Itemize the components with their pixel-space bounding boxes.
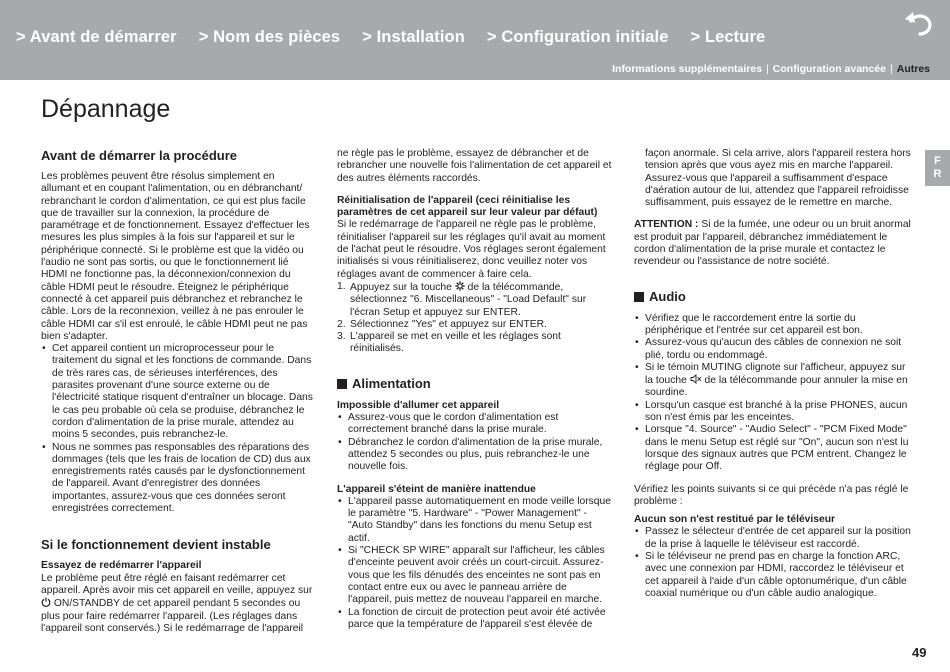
list-item: • Assurez-vous qu'aucun des câbles de connexion ne soit plié, tordu ou endommagé. [634, 337, 912, 362]
text-part: ON/STANDBY de cet appareil pendant 5 secondes ou plus pour faire redémarrer l'appareil. (Les réglages dans l'appareil sont conservés.) Si le redémarrage de l'appareil [41, 598, 304, 634]
text-part: de la télécommande pour annuler la mise en sourdine. [645, 375, 908, 399]
paragraph-avant: Les problèmes peuvent être résolus simplement en allumant et en coupant l'alimentation, ou en débranchant/ rebranchant le cordon d'alimentation, ce qui est plus facile que de travailler sur la connexion, la procédure de paramétrage et de fonctionnement. Essayez d'effectuer les mesures les plus simples à la fois sur l'appareil et sur le périphérique connecté. Si le problème est que la vidéo ou l'audio ne sont pas sortis, ou que le fonctionnement lié HDMI ne fonctionne pas, la déconnexion/connexion du câble HDMI peut le résoudre. Éteignez le périphérique connecté à cet appareil puis débranchez et rebranchez le câble. Lors de la reconnexion, veillez à ne pas enrouler le câble HDMI car s'il est enroulé, le câble HDMI peut ne pas bien s'adapter. [41, 171, 310, 342]
bullet-list [634, 313, 912, 474]
top-navigation-bar [0, 0, 950, 80]
list-item [337, 281, 612, 319]
return-arrow-icon[interactable] [903, 8, 937, 38]
step-number: 3. [337, 331, 346, 343]
list-item: • Vérifiez que le raccordement entre la sortie du périphérique et l'entrée sur cet appareil est bon. [634, 313, 912, 338]
column-2 [337, 148, 612, 631]
text-part: de la télécommande, sélectionnez "6. Miscellaneous" - "Load Default" sur l'écran Setup et appuyez sur ENTER. [350, 281, 587, 318]
subnav-configuration-avancee[interactable]: Configuration avancée [772, 63, 886, 75]
subheading-reinitialisation: Réinitialisation de l'appareil (ceci réinitialise les paramètres de cet appareil sur leur valeur par défaut) [337, 194, 598, 219]
list-item: • Débranchez le cordon d'alimentation de la prise murale, attendez 5 secondes ou plus, puis rebranchez-le une nouvelle fois. [337, 437, 612, 474]
power-icon [41, 597, 51, 607]
heading-text: Audio [649, 288, 686, 304]
nav-configuration-initiale[interactable]: > Configuration initiale [486, 28, 669, 46]
sub-navigation [612, 63, 930, 75]
subnav-autres[interactable]: Autres [896, 63, 930, 75]
subheading-aucun-son-tv: Aucun son n'est restitué par le téléviseur [634, 514, 836, 526]
subnav-separator: | [766, 63, 769, 75]
heading-audio [634, 289, 912, 305]
nav-avant-de-demarrer[interactable]: > Avant de démarrer [16, 28, 177, 46]
column-3 [634, 148, 912, 600]
text-part: L'appareil se met en veille et les réglages sont réinitialisés. [350, 331, 561, 355]
lang-letter: R [933, 168, 942, 180]
main-navigation [16, 28, 765, 47]
list-item: • Lorsque "4. Source" - "Audio Select" - "PCM Fixed Mode" dans le menu Setup est réglé sur "On", aucun son n'est lu lorsque des signaux autres que PCM entrent. Changez le réglage pour Off. [634, 424, 912, 473]
subheading-redemarrer: Essayez de redémarrer l'appareil [41, 560, 202, 572]
text-part: Le problème peut être réglé en faisant redémarrer cet appareil. Après avoir mis cet appareil en veille, appuyez sur [41, 572, 313, 596]
text-part: Si de la fumée, une odeur ou un bruit anormal est produit par l'appareil, débranchez immédiatement le cordon d'alimentation de la prise murale et contactez le revendeur ou l'assistance de notre société. [634, 219, 911, 268]
text-part: Sélectionnez "Yes" et appuyez sur ENTER. [350, 318, 547, 330]
list-item: • Nous ne sommes pas responsables des réparations des dommages (tels que les frais de location de CD) dus aux enregistrements ratés causés par le dysfonctionnement de l'appareil. Avant d'enregistrer des données importantes, assurez-vous que ces données seront enregistrées correctement. [41, 442, 316, 516]
heading-alimentation [337, 376, 612, 392]
list-item: • Si le téléviseur ne prend pas en charge la fonction ARC, avec une connexion par HDMI, raccordez le téléviseur et cet appareil à l'aide d'un câble optonumérique, d'un câble coaxial numérique ou d'un câble audio analogique. [634, 551, 912, 600]
nav-nom-des-pieces[interactable]: > Nom des pièces [198, 28, 341, 46]
bullet-list [41, 343, 316, 515]
subnav-informations-supplementaires[interactable]: Informations supplémentaires [612, 63, 763, 75]
heading-text: Alimentation [352, 375, 431, 391]
mute-speaker-icon [690, 374, 702, 384]
list-item: • Si "CHECK SP WIRE" apparaît sur l'afficheur, les câbles d'enceinte peuvent avoir créés un court-circuit. Assurez-vous que les fils dénudés des enceintes ne sont pas en contact entre eux ou avec le panneau arrière de l'appareil, puis mettez de nouveau l'appareil en marche. [337, 545, 612, 606]
list-item: • La fonction de circuit de protection peut avoir été activée parce que la température de l'appareil s'est élevée de [337, 607, 612, 632]
step-number: 2. [337, 318, 346, 330]
paragraph-reinitialisation: Si le redémarrage de l'appareil ne règle pas le problème, réinitialiser l'appareil sur les réglages qu'il avait au moment de l'achat peut le résoudre. Vos réglages seront également initialisés si vous réinitialiserez, donc veuillez noter vos réglages avant de commencer à faire cela. [337, 219, 606, 280]
bullet-list [337, 412, 612, 473]
paragraph-continuation: ne règle pas le problème, essayez de débrancher et de rebrancher une nouvelle fois l'alimentation de cet appareil et des autres éléments raccordés. [337, 148, 612, 184]
attention-label: ATTENTION : [634, 219, 699, 231]
language-tab [925, 150, 950, 186]
paragraph-redemarrer [41, 573, 316, 635]
numbered-steps [337, 281, 612, 356]
list-item: • L'appareil passe automatiquement en mode veille lorsque le paramètre "5. Hardware" - "Power Management" - "Auto Standby" dans les fonctions du menu Setup est actif. [337, 496, 612, 545]
paragraph-continuation: façon anormale. Si cela arrive, alors l'appareil restera hors tension après que vous ayez mis en marche l'appareil. Assurez-vous que l'appareil a suffisamment d'espace d'aération autour de lui, attendez que l'appareil refroidisse suffisamment, puis essayez de le remettre en marche. [645, 148, 911, 209]
section-square-icon [337, 379, 347, 389]
heading-fonctionnement-instable: Si le fonctionnement devient instable [41, 537, 271, 553]
page-number: 49 [912, 645, 927, 660]
list-item [337, 331, 612, 356]
list-item: • Cet appareil contient un microprocesseur pour le traitement du signal et les fonctions de commande. Dans de très rares cas, de sérieuses interférences, des parasites provenant d'une source externe ou de l'électricité statique risquent d'entraîner un blocage. Dans le cas peu probable où cela se produise, débranchez le cordon d'alimentation de la prise murale, attendez au moins 5 secondes, puis rebranchez-le. [41, 343, 316, 441]
section-square-icon [634, 292, 644, 302]
heading-avant-de-demarrer: Avant de démarrer la procédure [41, 148, 238, 163]
lang-letter: F [934, 155, 941, 167]
subheading-impossible-allumer: Impossible d'allumer cet appareil [337, 399, 500, 411]
nav-lecture[interactable]: > Lecture [690, 28, 766, 46]
list-item [634, 362, 912, 400]
attention-note [634, 219, 912, 268]
bullet-list [337, 496, 612, 631]
column-1 [41, 148, 316, 635]
subnav-separator: | [890, 63, 893, 75]
subheading-eteint: L'appareil s'éteint de manière inattendue [337, 483, 536, 495]
step-number: 1. [337, 280, 346, 292]
bullet-list [634, 526, 912, 600]
list-item: • Assurez-vous que le cordon d'alimentation est correctement branché dans la prise murale. [337, 412, 612, 437]
page-title: Dépannage [41, 95, 171, 123]
text-part: Si le témoin MUTING clignote sur l'afficheur, appuyez sur la touche [645, 361, 906, 387]
list-item: • Lorsqu'un casque est branché à la prise PHONES, aucun son n'est émis par les enceintes. [634, 400, 912, 425]
paragraph-verifiez: Vérifiez les points suivants si ce qui précède n'a pas réglé le problème : [634, 483, 909, 507]
list-item: • Passez le sélecteur d'entrée de cet appareil sur la position de la prise à laquelle le téléviseur est raccordé. [634, 526, 912, 551]
text-part: Appuyez sur la touche [350, 281, 452, 293]
nav-installation[interactable]: > Installation [362, 28, 465, 46]
list-item [337, 319, 612, 331]
setup-gear-icon [455, 281, 465, 291]
